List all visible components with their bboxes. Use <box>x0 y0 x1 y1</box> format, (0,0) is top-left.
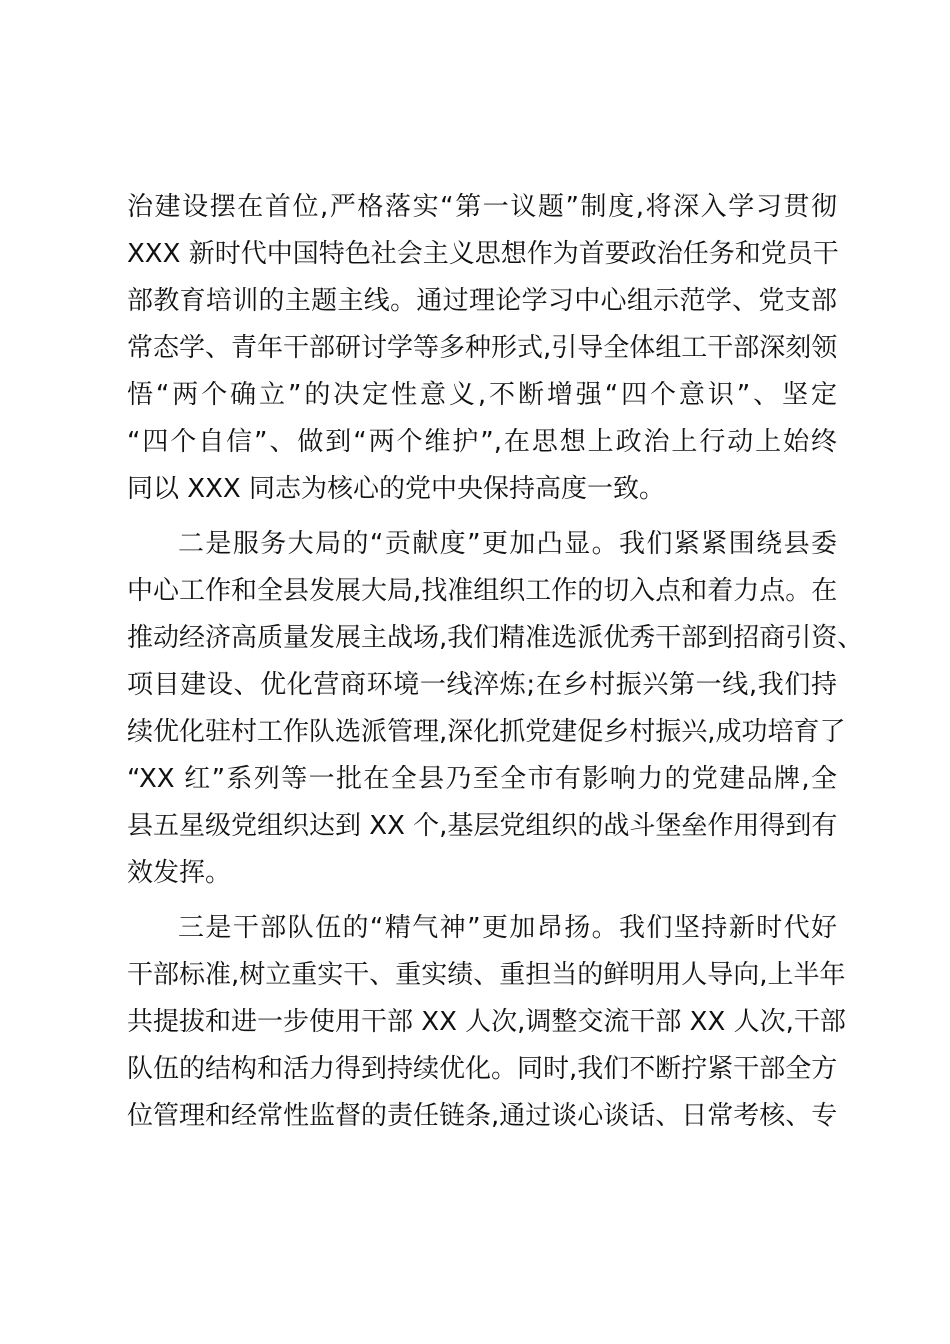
text-line-14: 县五星级党组织达到 XX 个,基层党组织的战斗堡垒作用得到有 <box>127 811 838 841</box>
text-line-9: 中心工作和全县发展大局,找准组织工作的切入点和着力点。在 <box>127 576 838 606</box>
text-line-19: 队伍的结构和活力得到持续优化。同时,我们不断拧紧干部全方 <box>127 1054 838 1084</box>
text-line-7: 同以 XXX 同志为核心的党中央保持高度一致。 <box>127 474 665 504</box>
text-line-6: “四个自信”、做到“两个维护”,在思想上政治上行动上始终 <box>127 427 837 457</box>
text-line-5: 悟“两个确立”的决定性意义,不断增强“四个意识”、坚定 <box>127 380 837 410</box>
text-line-1: 治建设摆在首位,严格落实“第一议题”制度,将深入学习贯彻 <box>127 192 837 222</box>
text-line-18: 共提拔和进一步使用干部 XX 人次,调整交流干部 XX 人次,干部 <box>127 1007 846 1037</box>
paragraph-heading-2: 二是服务大局的“贡献度”更加凸显。我们紧紧围绕县委 <box>178 529 837 559</box>
text-line-3: 部教育培训的主题主线。通过理论学习中心组示范学、党支部 <box>127 286 837 316</box>
text-line-2: XXX 新时代中国特色社会主义思想作为首要政治任务和党员干 <box>127 239 839 269</box>
text-line-11: 项目建设、优化营商环境一线淬炼;在乡村振兴第一线,我们持 <box>127 670 837 700</box>
text-line-15: 效发挥。 <box>127 858 232 888</box>
text-line-17: 干部标准,树立重实干、重实绩、重担当的鲜明用人导向,上半年 <box>127 960 846 990</box>
text-line-4: 常态学、青年干部研讨学等多种形式,引导全体组工干部深刻领 <box>127 333 838 363</box>
text-line-20: 位管理和经常性监督的责任链条,通过谈心谈话、日常考核、专 <box>127 1101 838 1131</box>
paragraph-heading-3: 三是干部队伍的“精气神”更加昂扬。我们坚持新时代好 <box>178 913 837 943</box>
text-line-13: “XX 红”系列等一批在全县乃至全市有影响力的党建品牌,全 <box>127 764 837 794</box>
text-line-10: 推动经济高质量发展主战场,我们精准选派优秀干部到招商引资、 <box>127 623 864 653</box>
text-line-12: 续优化驻村工作队选派管理,深化抓党建促乡村振兴,成功培育了 <box>127 717 846 747</box>
